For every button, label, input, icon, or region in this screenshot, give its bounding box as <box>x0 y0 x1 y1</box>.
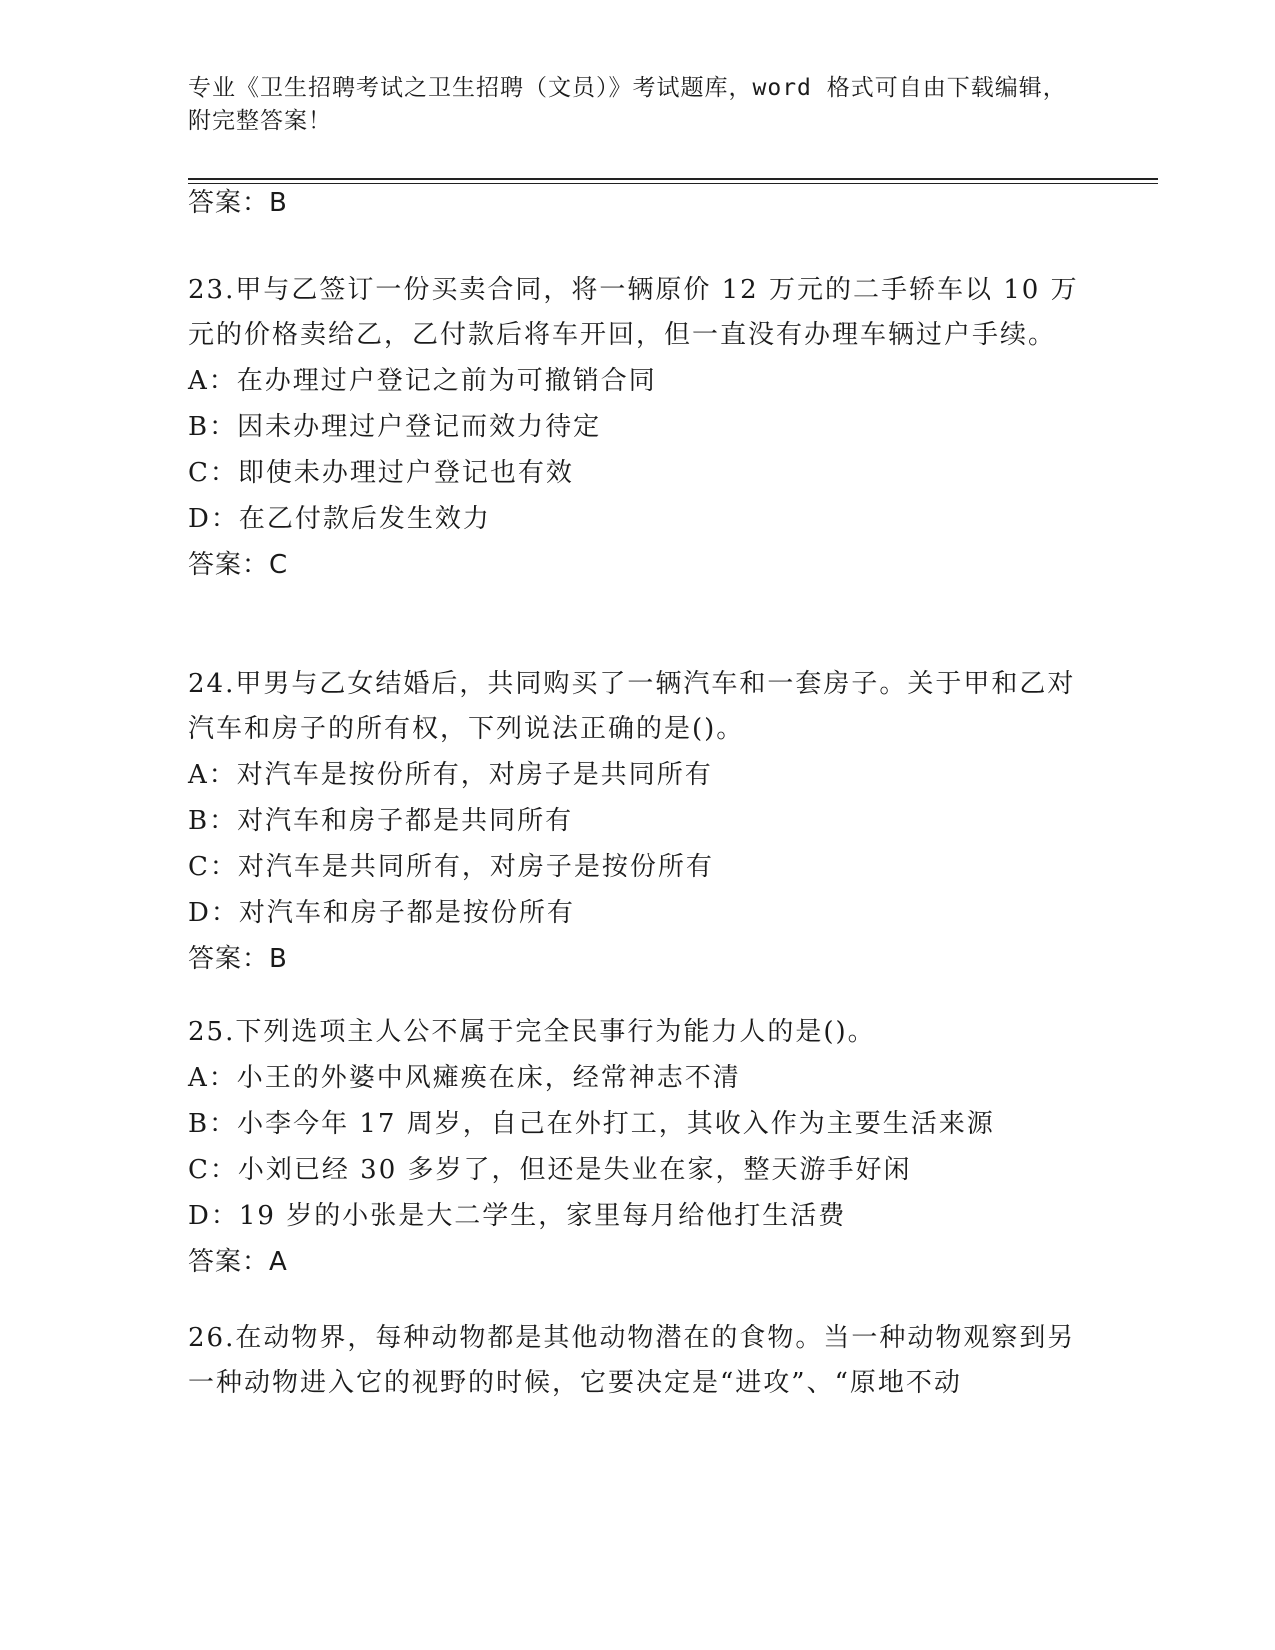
option-d: D：19 岁的小张是大二学生，家里每月给他打生活费 <box>188 1201 847 1231</box>
question-24 <box>188 662 1088 974</box>
header-divider <box>188 178 1158 180</box>
question-text: 26.在动物界，每种动物都是其他动物潜在的食物。当一种动物观察到另一种动物进入它的视野的时候，它要决定是“进攻”、“原地不动 <box>188 1323 1076 1398</box>
question-text: 23.甲与乙签订一份买卖合同，将一辆原价 12 万元的二手轿车以 10 万元的价格卖给乙，乙付款后将车开回，但一直没有办理车辆过户手续。 <box>188 275 1079 350</box>
option-d: D：在乙付款后发生效力 <box>188 504 491 534</box>
answer-q23: 答案：C <box>188 550 289 580</box>
question-26 <box>188 1316 1088 1406</box>
answer-q24: 答案：B <box>188 944 288 974</box>
answer-q25: 答案：A <box>188 1247 288 1277</box>
option-d: D：对汽车和房子都是按份所有 <box>188 898 575 928</box>
question-text: 25.下列选项主人公不属于完全民事行为能力人的是()。 <box>188 1017 876 1047</box>
option-b: B：小李今年 17 周岁，自己在外打工，其收入作为主要生活来源 <box>188 1109 995 1139</box>
option-b: B：对汽车和房子都是共同所有 <box>188 806 574 836</box>
question-25 <box>188 1010 1088 1277</box>
question-23 <box>188 268 1088 580</box>
option-c: C：对汽车是共同所有，对房子是按份所有 <box>188 852 714 882</box>
option-a: A：小王的外婆中风瘫痪在床，经常神志不清 <box>188 1063 741 1093</box>
option-c: C：即使未办理过户登记也有效 <box>188 458 574 488</box>
header-divider-thin <box>188 183 1158 184</box>
document-header: 专业《卫生招聘考试之卫生招聘（文员）》考试题库，word 格式可自由下载编辑，附完整答案！ <box>188 75 1067 134</box>
question-text: 24.甲男与乙女结婚后，共同购买了一辆汽车和一套房子。关于甲和乙对汽车和房子的所有权，下列说法正确的是()。 <box>188 669 1076 744</box>
option-a: A：对汽车是按份所有，对房子是共同所有 <box>188 760 713 790</box>
option-a: A：在办理过户登记之前为可撤销合同 <box>188 366 657 396</box>
option-b: B：因未办理过户登记而效力待定 <box>188 412 602 442</box>
option-c: C：小刘已经 30 多岁了，但还是失业在家，整天游手好闲 <box>188 1155 912 1185</box>
answer-q22: 答案：B <box>188 188 288 218</box>
